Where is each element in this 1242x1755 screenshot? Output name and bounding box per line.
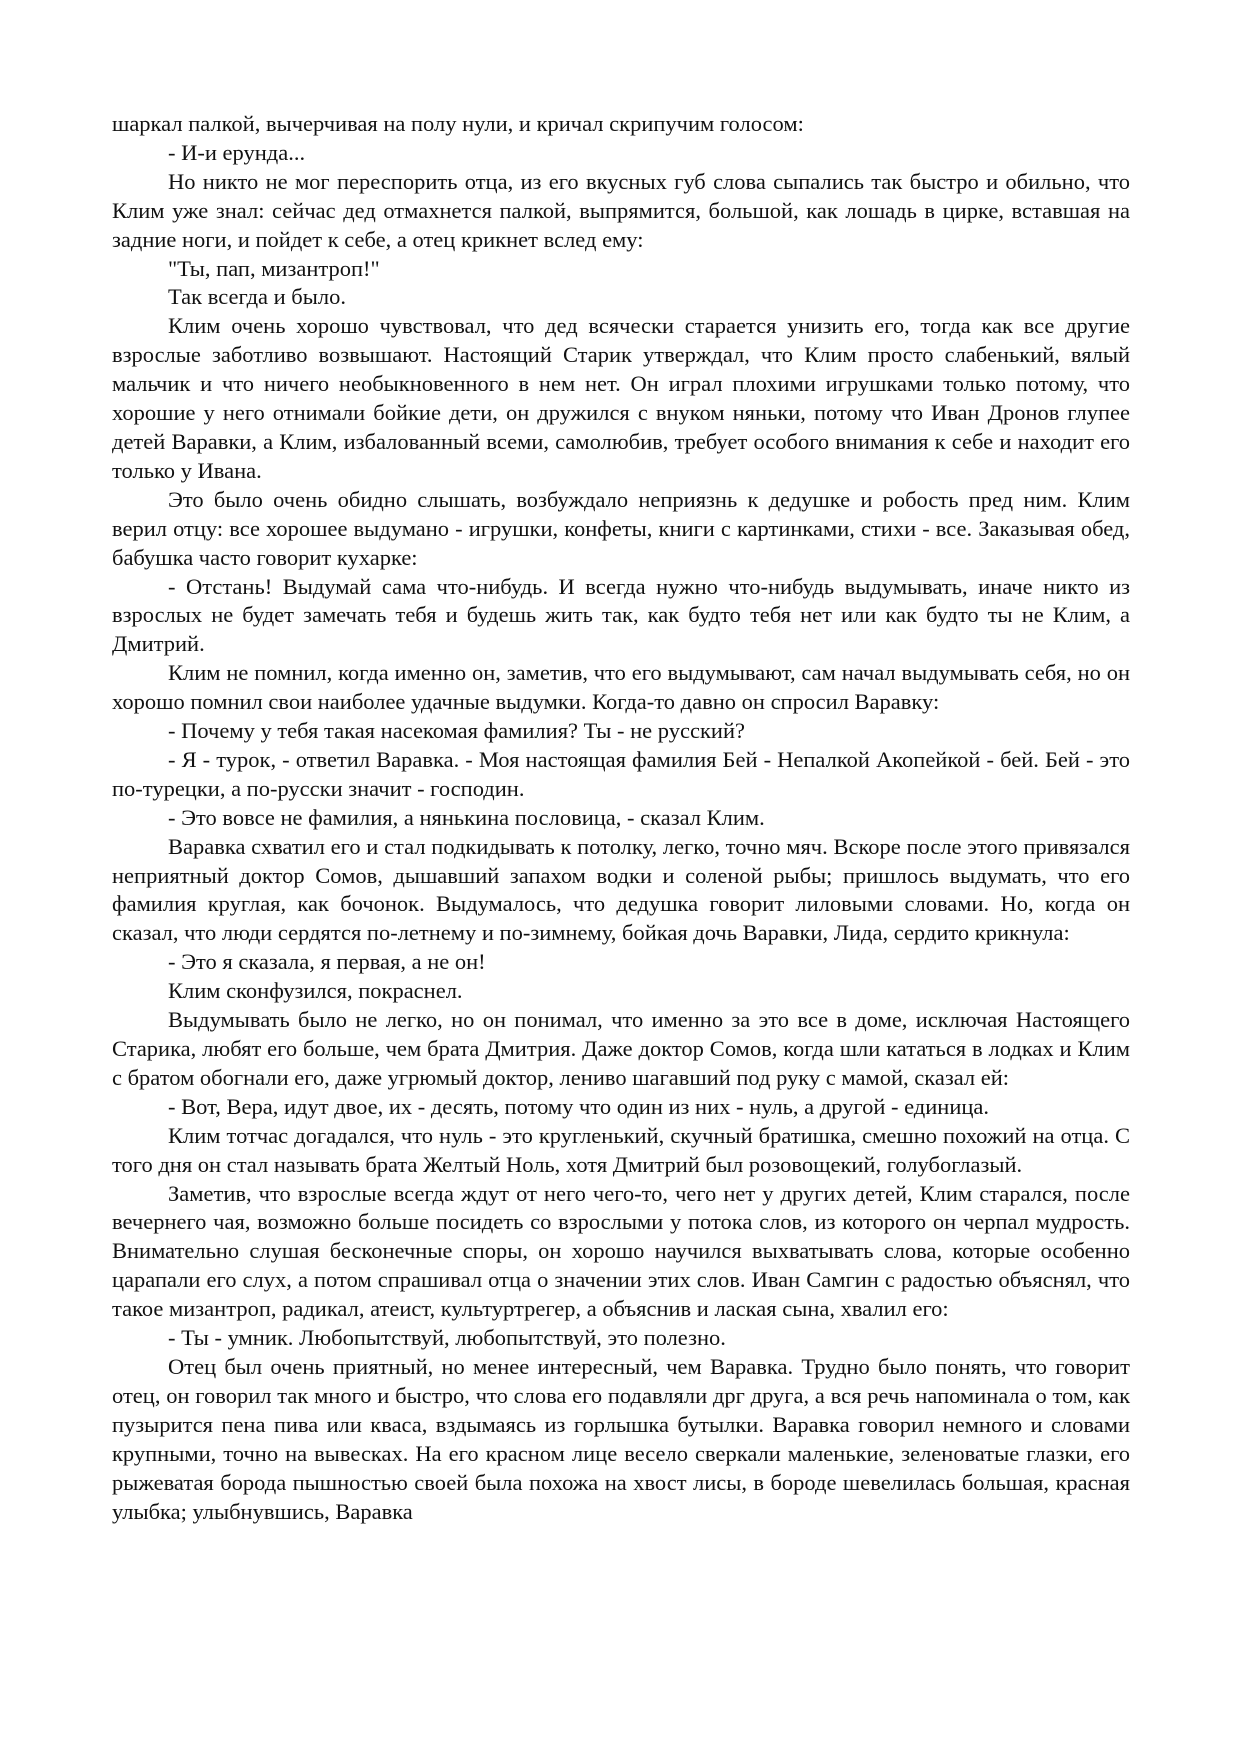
paragraph-15: Клим сконфузился, покраснел. xyxy=(168,978,463,1004)
paragraph-12: - Это вовсе не фамилия, а нянькина пословица, - сказал Клим. xyxy=(168,804,765,830)
paragraph-5: Так всегда и было. xyxy=(168,284,346,310)
paragraph-20: - Ты - умник. Любопытствуй, любопытствуй, это полезно. xyxy=(168,1325,726,1351)
paragraph-13: Варавка схватил его и стал подкидывать к потолку, легко, точно мяч. Вскоре после этого привязался неприятный доктор Сомов, дышавший запахом водки и соленой рыбы; пришлось выдумать, что его фамилия круглая, как бочонок. Выдумалось, что дедушка говорит лиловыми словами. Но, когда он сказал, что люди сердятся по-летнему и по-зимнему, бойкая дочь Варавки, Лида, сердито крикнула: xyxy=(112,833,1130,946)
paragraph-2: - И-и ерунда... xyxy=(168,139,306,165)
paragraph-1: шаркал палкой, вычерчивая на полу нули, и кричал скрипучим голосом: xyxy=(112,111,804,136)
paragraph-18: Клим тотчас догадался, что нуль - это кругленький, скучный братишка, смешно похожий на отца. С того дня он стал называть брата Желтый Ноль, хотя Дмитрий был розовощекий, голубоглазый. xyxy=(112,1122,1130,1177)
paragraph-8: - Отстань! Выдумай сама что-нибудь. И всегда нужно что-нибудь выдумывать, иначе никто из взрослых не будет замечать тебя и будешь жить так, как будто тебя нет или как будто ты не Клим, а Дмитрий. xyxy=(112,573,1130,657)
paragraph-16: Выдумывать было не легко, но он понимал, что именно за это все в доме, исключая Настоящего Старика, любят его больше, чем брата Дмитрия. Даже доктор Сомов, когда шли кататься в лодках и Клим с братом обогнали его, даже угрюмый доктор, лениво шагавший под руку с мамой, сказал ей: xyxy=(112,1007,1130,1090)
paragraph-9: Клим не помнил, когда именно он, заметив, что его выдумывают, сам начал выдумывать себя, но он хорошо помнил свои наиболее удачные выдумки. Когда-то давно он спросил Варавку: xyxy=(112,660,1130,715)
paragraph-6: Клим очень хорошо чувствовал, что дед всячески старается унизить его, тогда как все другие взрослые заботливо возвышают. Настоящий Старик утверждал, что Клим просто слабенький, вялый мальчик и что ничего необыкновенного в нем нет. Он играл плохими игрушками только потому, что хорошие у него отнимали бойкие дети, он дружился с внуком няньки, потому что Иван Дронов глупее детей Варавки, а Клим, избалованный всеми, самолюбив, требует особого внимания к себе и находит его только у Ивана. xyxy=(112,313,1130,483)
paragraph-7: Это было очень обидно слышать, возбуждало неприязнь к дедушке и робость пред ним. Клим верил отцу: все хорошее выдумано - игрушки, конфеты, книги с картинками, стихи - все. Заказывая обед, бабушка часто говорит кухарке: xyxy=(112,486,1130,570)
paragraph-4: "Ты, пап, мизантроп!" xyxy=(168,255,380,281)
paragraph-3: Но никто не мог переспорить отца, из его вкусных губ слова сыпались так быстро и обильно, что Клим уже знал: сейчас дед отмахнется палкой, выпрямится, большой, как лошадь в цирке, вставшая на задние ноги, и пойдет к себе, а отец крикнет вслед ему: xyxy=(112,168,1130,252)
paragraph-14: - Это я сказала, я первая, а не он! xyxy=(168,949,486,975)
paragraph-10: - Почему у тебя такая насекомая фамилия? Ты - не русский? xyxy=(168,718,745,744)
page-body xyxy=(112,110,1130,1526)
paragraph-11: - Я - турок, - ответил Варавка. - Моя настоящая фамилия Бей - Непалкой Акопейкой - бей. Бей - это по-турецки, а по-русски значит - господин. xyxy=(112,746,1130,801)
paragraph-17: - Вот, Вера, идут двое, их - десять, потому что один из них - нуль, а другой - единица. xyxy=(168,1093,990,1119)
paragraph-19: Заметив, что взрослые всегда ждут от него чего-то, чего нет у других детей, Клим старался, после вечернего чая, возможно больше посидеть со взрослыми у потока слов, из которого он черпал мудрость. Внимательно слушая бесконечные споры, он хорошо научился выхватывать слова, которые особенно царапали его слух, а потом спрашивал отца о значении этих слов. Иван Самгин с радостью объяснял, что такое мизантроп, радикал, атеист, культуртрегер, а объяснив и лаская сына, хвалил его: xyxy=(112,1180,1130,1322)
paragraph-21: Отец был очень приятный, но менее интересный, чем Варавка. Трудно было понять, что говорит отец, он говорил так много и быстро, что слова его подавляли дрг друга, а вся речь напоминала о том, как пузырится пена пива или кваса, вздымаясь из горлышка бутылки. Варавка говорил немного и словами крупными, точно на вывесках. На его красном лице весело сверкали маленькие, зеленоватые глазки, его рыжеватая борода пышностью своей была похожа на хвост лисы, в бороде шевелилась большая, красная улыбка; улыбнувшись, Варавка xyxy=(112,1353,1130,1524)
